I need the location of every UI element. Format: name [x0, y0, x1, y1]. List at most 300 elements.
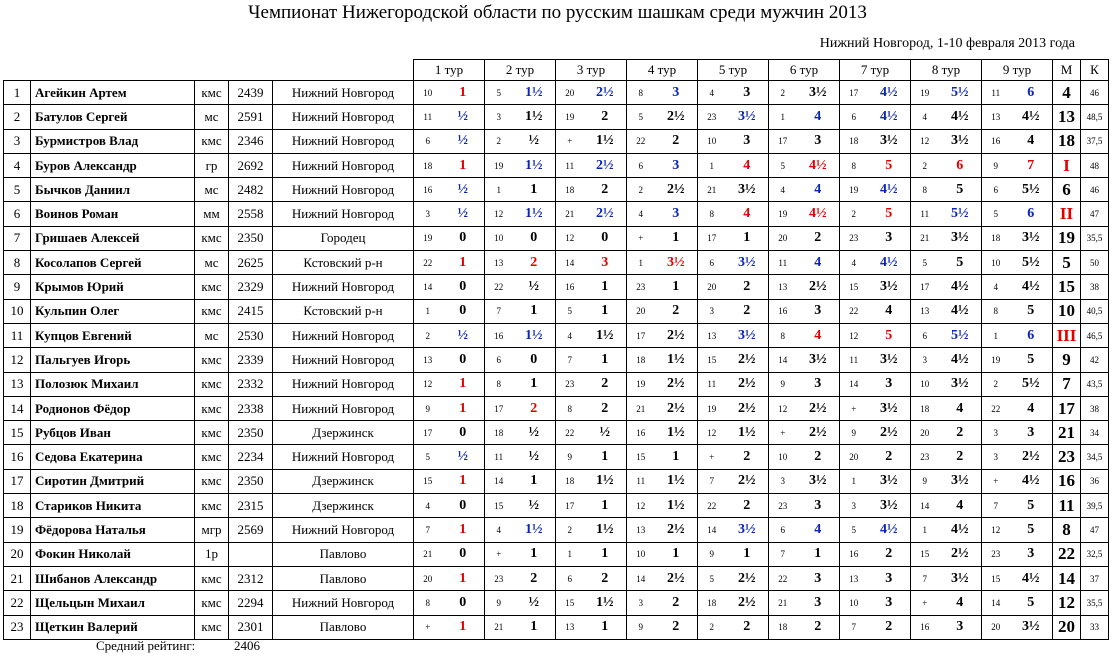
rating-cell: 2530	[229, 323, 273, 347]
opponent-cell: 16	[982, 129, 1010, 153]
opponent-cell: 21	[627, 396, 655, 420]
city-cell: Дзержинск	[273, 469, 414, 493]
score-cell: 1	[442, 251, 485, 275]
round-header: 2 тур	[485, 60, 556, 81]
score-cell: ½	[584, 421, 627, 445]
place-cell: 12	[4, 348, 31, 372]
score-cell: 4½	[868, 251, 911, 275]
rating-cell: 2329	[229, 275, 273, 299]
opponent-cell: 6	[698, 251, 726, 275]
score-cell: 3	[797, 494, 840, 518]
place-cell: 21	[4, 566, 31, 590]
player-name-cell: Батулов Сергей	[31, 105, 195, 129]
score-cell: 4½	[1010, 275, 1053, 299]
player-name-cell: Сиротин Дмитрий	[31, 469, 195, 493]
score-cell: 3½	[726, 251, 769, 275]
opponent-cell: 1	[414, 299, 442, 323]
score-cell: ½	[513, 129, 556, 153]
opponent-cell: 17	[485, 396, 513, 420]
score-cell: 2½	[726, 372, 769, 396]
opponent-cell: 15	[911, 542, 939, 566]
score-cell: 2½	[726, 591, 769, 615]
opponent-cell: 11	[414, 105, 442, 129]
city-cell: Нижний Новгород	[273, 275, 414, 299]
player-name-cell: Агейкин Артем	[31, 81, 195, 105]
score-cell: ½	[513, 445, 556, 469]
score-cell: 5½	[939, 202, 982, 226]
round-header: 3 тур	[556, 60, 627, 81]
opponent-cell: 15	[627, 445, 655, 469]
opponent-cell: 5	[485, 81, 513, 105]
opponent-cell: 17	[627, 323, 655, 347]
opponent-cell: 19	[840, 178, 868, 202]
score-cell: 1½	[513, 81, 556, 105]
opponent-cell: 5	[840, 518, 868, 542]
opponent-cell: 18	[414, 153, 442, 177]
player-name-cell: Фокин Николай	[31, 542, 195, 566]
opponent-cell: 10	[911, 372, 939, 396]
opponent-cell: 13	[627, 518, 655, 542]
rating-cell: 2332	[229, 372, 273, 396]
table-row	[4, 518, 1109, 542]
score-cell: 3	[868, 226, 911, 250]
city-cell: Нижний Новгород	[273, 591, 414, 615]
rating-cell: 2569	[229, 518, 273, 542]
score-cell: 1	[513, 299, 556, 323]
score-cell: 1	[442, 615, 485, 639]
score-cell: 1	[513, 542, 556, 566]
table-row	[4, 153, 1109, 177]
score-cell: 2½	[726, 566, 769, 590]
coefficient-cell: 33	[1081, 615, 1109, 639]
score-cell: ½	[442, 178, 485, 202]
score-cell: 1	[442, 469, 485, 493]
place-cell: 18	[4, 494, 31, 518]
opponent-cell: 7	[769, 542, 797, 566]
coefficient-cell: 50	[1081, 251, 1109, 275]
score-cell: ½	[442, 105, 485, 129]
opponent-cell: 23	[698, 105, 726, 129]
score-cell: 3	[868, 372, 911, 396]
score-cell: 1	[726, 542, 769, 566]
opponent-cell: 15	[485, 494, 513, 518]
score-cell: 0	[442, 421, 485, 445]
opponent-cell: 8	[698, 202, 726, 226]
score-cell: 2½	[655, 372, 698, 396]
score-cell: 2	[513, 566, 556, 590]
score-cell: 2½	[655, 518, 698, 542]
opponent-cell: 4	[627, 202, 655, 226]
score-cell: 2	[797, 445, 840, 469]
place-cell: 13	[4, 372, 31, 396]
score-cell: 1	[655, 226, 698, 250]
k-header: К	[1081, 60, 1109, 81]
place-result-cell: 14	[1053, 566, 1081, 590]
opponent-cell: 12	[698, 421, 726, 445]
score-cell: 4	[726, 202, 769, 226]
rating-cell: 2312	[229, 566, 273, 590]
place-result-cell: 10	[1053, 299, 1081, 323]
score-cell: 2	[726, 494, 769, 518]
opponent-cell: 20	[982, 615, 1010, 639]
opponent-cell: 5	[556, 299, 584, 323]
city-cell: Городец	[273, 226, 414, 250]
opponent-cell: 12	[911, 129, 939, 153]
opponent-cell: 12	[485, 202, 513, 226]
opponent-cell: 5	[769, 153, 797, 177]
coefficient-cell: 47	[1081, 202, 1109, 226]
place-result-cell: 23	[1053, 445, 1081, 469]
opponent-cell: 11	[911, 202, 939, 226]
score-cell: ½	[513, 421, 556, 445]
opponent-cell: +	[769, 421, 797, 445]
score-cell: 1½	[513, 153, 556, 177]
score-cell: 3½	[868, 396, 911, 420]
score-cell: 4	[939, 396, 982, 420]
player-name-cell: Стариков Никита	[31, 494, 195, 518]
score-cell: 1	[584, 494, 627, 518]
opponent-cell: 20	[769, 226, 797, 250]
opponent-cell: 22	[627, 129, 655, 153]
place-cell: 7	[4, 226, 31, 250]
rating-cell: 2558	[229, 202, 273, 226]
opponent-cell: 9	[556, 445, 584, 469]
opponent-cell: 6	[982, 178, 1010, 202]
opponent-cell: 10	[627, 542, 655, 566]
title-cell: мс	[195, 105, 229, 129]
opponent-cell: 5	[627, 105, 655, 129]
place-result-cell: 20	[1053, 615, 1081, 639]
place-cell: 17	[4, 469, 31, 493]
coefficient-cell: 47	[1081, 518, 1109, 542]
opponent-cell: 20	[911, 421, 939, 445]
place-cell: 22	[4, 591, 31, 615]
city-cell: Нижний Новгород	[273, 348, 414, 372]
player-name-cell: Шибанов Александр	[31, 566, 195, 590]
opponent-cell: +	[414, 615, 442, 639]
table-row	[4, 494, 1109, 518]
opponent-cell: 23	[911, 445, 939, 469]
player-name-cell: Рубцов Иван	[31, 421, 195, 445]
table-row	[4, 421, 1109, 445]
opponent-cell: 7	[911, 566, 939, 590]
score-cell: 2½	[726, 396, 769, 420]
opponent-cell: 2	[840, 202, 868, 226]
table-row	[4, 372, 1109, 396]
coefficient-cell: 38	[1081, 275, 1109, 299]
opponent-cell: 6	[556, 566, 584, 590]
place-result-cell: 17	[1053, 396, 1081, 420]
opponent-cell: 22	[485, 275, 513, 299]
opponent-cell: 10	[769, 445, 797, 469]
title-cell: кмс	[195, 348, 229, 372]
score-cell: 6	[1010, 323, 1053, 347]
opponent-cell: 12	[769, 396, 797, 420]
title-cell: кмс	[195, 226, 229, 250]
city-cell: Кстовский р-н	[273, 299, 414, 323]
score-cell: 4	[797, 251, 840, 275]
table-row	[4, 202, 1109, 226]
average-rating	[96, 638, 260, 654]
opponent-cell: +	[840, 396, 868, 420]
opponent-cell: 4	[982, 275, 1010, 299]
opponent-cell: 3	[982, 445, 1010, 469]
title-cell: 1р	[195, 542, 229, 566]
opponent-cell: 18	[840, 129, 868, 153]
place-cell: 19	[4, 518, 31, 542]
score-cell: 5	[1010, 494, 1053, 518]
score-cell: 3½	[797, 469, 840, 493]
rating-cell: 2482	[229, 178, 273, 202]
opponent-cell: 18	[698, 591, 726, 615]
round-header: 4 тур	[627, 60, 698, 81]
place-cell: 9	[4, 275, 31, 299]
opponent-cell: 20	[698, 275, 726, 299]
opponent-cell: 2	[698, 615, 726, 639]
score-cell: 7	[1010, 153, 1053, 177]
place-cell: 8	[4, 251, 31, 275]
opponent-cell: 12	[556, 226, 584, 250]
score-cell: 1	[584, 348, 627, 372]
player-name-cell: Косолапов Сергей	[31, 251, 195, 275]
opponent-cell: 23	[840, 226, 868, 250]
opponent-cell: 16	[414, 178, 442, 202]
score-cell: 6	[939, 153, 982, 177]
opponent-cell: 2	[769, 81, 797, 105]
opponent-cell: 11	[840, 348, 868, 372]
score-cell: 4½	[1010, 105, 1053, 129]
score-cell: 4½	[939, 348, 982, 372]
opponent-cell: 12	[840, 323, 868, 347]
score-cell: 2½	[1010, 445, 1053, 469]
score-cell: 2½	[726, 469, 769, 493]
header-blank	[4, 60, 414, 81]
table-row	[4, 105, 1109, 129]
score-cell: 4	[797, 105, 840, 129]
city-cell: Нижний Новгород	[273, 81, 414, 105]
score-cell: 4½	[939, 105, 982, 129]
title-cell: кмс	[195, 469, 229, 493]
score-cell: 5	[868, 153, 911, 177]
player-name-cell: Фёдорова Наталья	[31, 518, 195, 542]
score-cell: 2	[584, 105, 627, 129]
opponent-cell: 19	[414, 226, 442, 250]
city-cell: Нижний Новгород	[273, 372, 414, 396]
opponent-cell: 21	[769, 591, 797, 615]
player-name-cell: Гришаев Алексей	[31, 226, 195, 250]
score-cell: 0	[442, 494, 485, 518]
score-cell: 2	[939, 445, 982, 469]
opponent-cell: 19	[556, 105, 584, 129]
opponent-cell: 4	[556, 323, 584, 347]
place-result-cell: III	[1053, 323, 1081, 347]
score-cell: 1½	[584, 591, 627, 615]
round-header: 6 тур	[769, 60, 840, 81]
rating-cell	[229, 542, 273, 566]
opponent-cell: 17	[840, 81, 868, 105]
player-name-cell: Полозюк Михаил	[31, 372, 195, 396]
score-cell: 3½	[797, 348, 840, 372]
title-cell: кмс	[195, 494, 229, 518]
place-cell: 2	[4, 105, 31, 129]
score-cell: 4½	[868, 81, 911, 105]
coefficient-cell: 46,5	[1081, 323, 1109, 347]
score-cell: 5½	[939, 81, 982, 105]
opponent-cell: 6	[627, 153, 655, 177]
score-cell: 2	[939, 421, 982, 445]
opponent-cell: 10	[840, 591, 868, 615]
place-result-cell: 22	[1053, 542, 1081, 566]
opponent-cell: 10	[698, 129, 726, 153]
round-header: 8 тур	[911, 60, 982, 81]
score-cell: 3½	[939, 566, 982, 590]
opponent-cell: 18	[556, 178, 584, 202]
opponent-cell: 22	[840, 299, 868, 323]
place-result-cell: 11	[1053, 494, 1081, 518]
opponent-cell: 3	[627, 591, 655, 615]
score-cell: 2	[584, 372, 627, 396]
player-name-cell: Пальгуев Игорь	[31, 348, 195, 372]
rating-cell: 2439	[229, 81, 273, 105]
city-cell: Нижний Новгород	[273, 202, 414, 226]
city-cell: Нижний Новгород	[273, 445, 414, 469]
opponent-cell: 1	[840, 469, 868, 493]
opponent-cell: 9	[982, 153, 1010, 177]
score-cell: 3½	[726, 518, 769, 542]
opponent-cell: 17	[414, 421, 442, 445]
score-cell: 4	[939, 494, 982, 518]
title-cell: кмс	[195, 299, 229, 323]
opponent-cell: 13	[698, 323, 726, 347]
city-cell: Павлово	[273, 542, 414, 566]
place-result-cell: I	[1053, 153, 1081, 177]
place-cell: 16	[4, 445, 31, 469]
city-cell: Нижний Новгород	[273, 178, 414, 202]
coefficient-cell: 35,5	[1081, 591, 1109, 615]
coefficient-cell: 38	[1081, 396, 1109, 420]
place-result-cell: 21	[1053, 421, 1081, 445]
opponent-cell: 15	[556, 591, 584, 615]
table-row	[4, 615, 1109, 639]
rating-cell: 2692	[229, 153, 273, 177]
opponent-cell: 21	[911, 226, 939, 250]
city-cell: Нижний Новгород	[273, 105, 414, 129]
opponent-cell: 4	[840, 251, 868, 275]
score-cell: 3	[797, 372, 840, 396]
opponent-cell: 13	[485, 251, 513, 275]
opponent-cell: 4	[769, 178, 797, 202]
opponent-cell: 8	[627, 81, 655, 105]
opponent-cell: 13	[769, 275, 797, 299]
score-cell: 1½	[584, 129, 627, 153]
opponent-cell: 2	[982, 372, 1010, 396]
opponent-cell: 9	[414, 396, 442, 420]
score-cell: 3½	[868, 469, 911, 493]
score-cell: 4½	[939, 299, 982, 323]
title-cell: кмс	[195, 129, 229, 153]
player-name-cell: Крымов Юрий	[31, 275, 195, 299]
place-result-cell: 18	[1053, 129, 1081, 153]
title-cell: кмс	[195, 615, 229, 639]
opponent-cell: 11	[485, 445, 513, 469]
opponent-cell: +	[982, 469, 1010, 493]
place-result-cell: 13	[1053, 105, 1081, 129]
opponent-cell: 12	[982, 518, 1010, 542]
score-cell: 2	[726, 275, 769, 299]
opponent-cell: 14	[556, 251, 584, 275]
opponent-cell: 21	[414, 542, 442, 566]
score-cell: 3½	[868, 129, 911, 153]
opponent-cell: 7	[485, 299, 513, 323]
score-cell: 5	[868, 202, 911, 226]
table-row	[4, 299, 1109, 323]
opponent-cell: 3	[698, 299, 726, 323]
score-cell: 4½	[868, 178, 911, 202]
score-cell: 2½	[939, 542, 982, 566]
opponent-cell: 14	[840, 372, 868, 396]
player-name-cell: Бычков Даниил	[31, 178, 195, 202]
player-name-cell: Кульпин Олег	[31, 299, 195, 323]
opponent-cell: 18	[627, 348, 655, 372]
score-cell: 3	[1010, 421, 1053, 445]
score-cell: 5½	[1010, 178, 1053, 202]
score-cell: 3½	[726, 105, 769, 129]
coefficient-cell: 46	[1081, 178, 1109, 202]
coefficient-cell: 35,5	[1081, 226, 1109, 250]
place-cell: 11	[4, 323, 31, 347]
opponent-cell: 6	[414, 129, 442, 153]
score-cell: 3	[797, 129, 840, 153]
opponent-cell: 9	[911, 469, 939, 493]
place-result-cell: 5	[1053, 251, 1081, 275]
score-cell: 0	[584, 226, 627, 250]
score-cell: 4	[868, 299, 911, 323]
opponent-cell: 15	[698, 348, 726, 372]
score-cell: 3½	[797, 81, 840, 105]
place-cell: 14	[4, 396, 31, 420]
opponent-cell: +	[911, 591, 939, 615]
opponent-cell: 17	[556, 494, 584, 518]
score-cell: 2½	[655, 323, 698, 347]
round-header: 5 тур	[698, 60, 769, 81]
table-row	[4, 445, 1109, 469]
score-cell: 1	[655, 445, 698, 469]
score-cell: 2	[797, 615, 840, 639]
place-cell: 3	[4, 129, 31, 153]
m-header: М	[1053, 60, 1081, 81]
place-cell: 1	[4, 81, 31, 105]
rating-cell: 2350	[229, 421, 273, 445]
score-cell: 5	[1010, 299, 1053, 323]
table-row	[4, 542, 1109, 566]
city-cell: Дзержинск	[273, 421, 414, 445]
opponent-cell: 17	[769, 129, 797, 153]
opponent-cell: 4	[485, 518, 513, 542]
event-place-date: Нижний Новгород, 1-10 февраля 2013 года	[819, 36, 1075, 51]
score-cell: 2½	[797, 275, 840, 299]
opponent-cell: 3	[414, 202, 442, 226]
opponent-cell: 14	[911, 494, 939, 518]
opponent-cell: 22	[414, 251, 442, 275]
opponent-cell: 2	[911, 153, 939, 177]
title-cell: мс	[195, 178, 229, 202]
title-cell: кмс	[195, 396, 229, 420]
rating-cell: 2346	[229, 129, 273, 153]
score-cell: 1½	[584, 469, 627, 493]
score-cell: 2	[655, 591, 698, 615]
opponent-cell: 19	[485, 153, 513, 177]
results-table	[3, 59, 1109, 640]
